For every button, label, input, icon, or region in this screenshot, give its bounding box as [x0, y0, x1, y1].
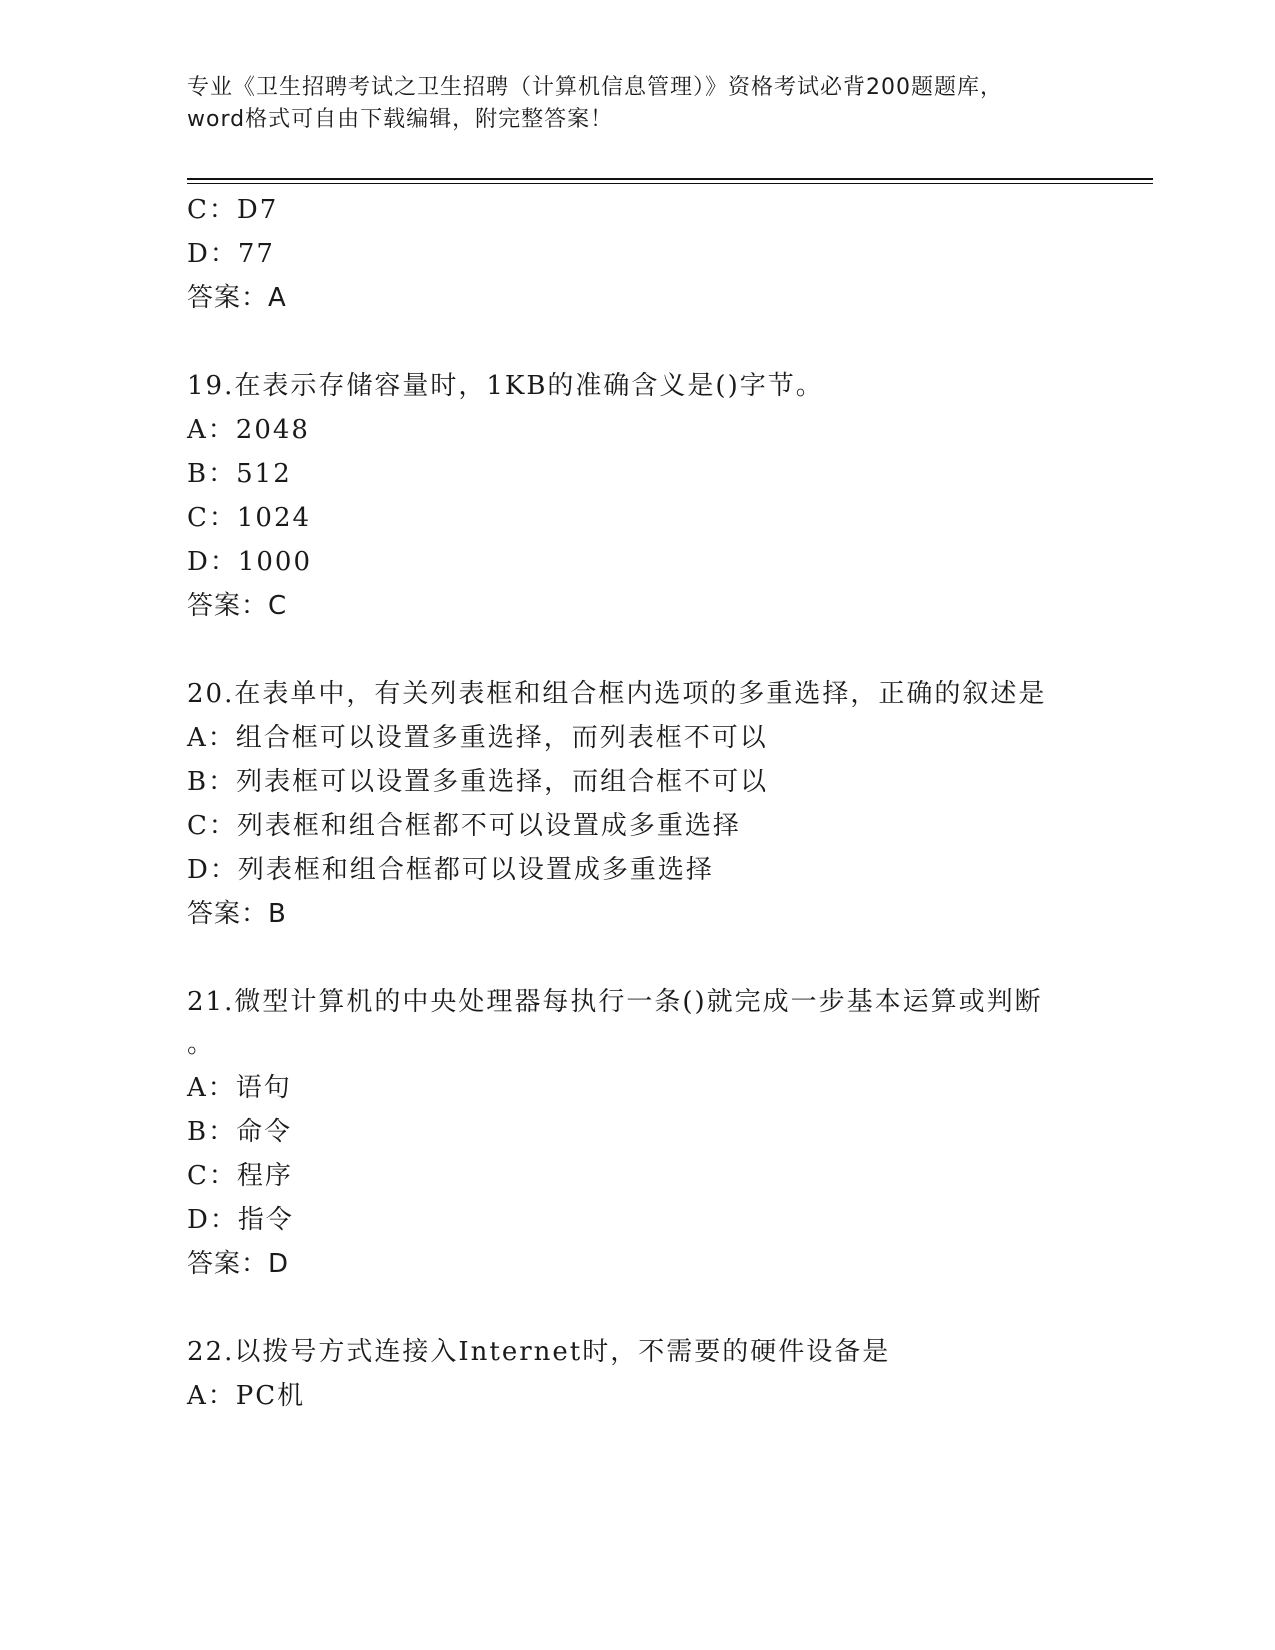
q21-option-b: B：命令 — [187, 1117, 293, 1147]
q18-option-c: C：D7 — [187, 195, 279, 225]
q21-option-a: A：语句 — [187, 1073, 292, 1103]
q20-option-b: B：列表框可以设置多重选择，而组合框不可以 — [187, 767, 769, 797]
q20-option-a: A：组合框可以设置多重选择，而列表框不可以 — [187, 723, 768, 753]
q18-option-d: D：77 — [187, 239, 275, 269]
q20-option-d: D：列表框和组合框都可以设置成多重选择 — [187, 855, 714, 885]
q18-answer: 答案：A — [187, 283, 287, 313]
q22-option-a: A：PC机 — [187, 1381, 306, 1411]
q20-stem: 20.在表单中，有关列表框和组合框内选项的多重选择，正确的叙述是 — [187, 679, 1047, 709]
header-title-line-2: word格式可自由下载编辑，附完整答案！ — [187, 107, 614, 132]
q19-option-c: C：1024 — [187, 503, 312, 533]
q19-option-d: D：1000 — [187, 547, 313, 577]
q20-answer: 答案：B — [187, 899, 287, 929]
q21-stem-line-1: 21.微型计算机的中央处理器每执行一条()就完成一步基本运算或判断 — [187, 987, 1043, 1017]
q21-option-c: C：程序 — [187, 1161, 293, 1191]
q20-option-c: C：列表框和组合框都不可以设置成多重选择 — [187, 811, 741, 841]
q19-option-a: A：2048 — [187, 415, 310, 445]
header-divider-thick — [187, 178, 1153, 180]
q21-answer: 答案：D — [187, 1249, 290, 1279]
q22-stem: 22.以拨号方式连接入Internet时，不需要的硬件设备是 — [187, 1337, 891, 1367]
q19-answer: 答案：C — [187, 591, 288, 621]
document-header — [187, 72, 1087, 136]
header-title-line-1: 专业《卫生招聘考试之卫生招聘（计算机信息管理）》资格考试必背200题题库， — [187, 75, 1003, 100]
q19-stem: 19.在表示存储容量时，1KB的准确含义是()字节。 — [187, 371, 824, 401]
q21-stem-line-2: 。 — [187, 1029, 216, 1059]
header-divider-thin — [187, 183, 1153, 184]
q19-option-b: B：512 — [187, 459, 292, 489]
q21-option-d: D：指令 — [187, 1205, 294, 1235]
